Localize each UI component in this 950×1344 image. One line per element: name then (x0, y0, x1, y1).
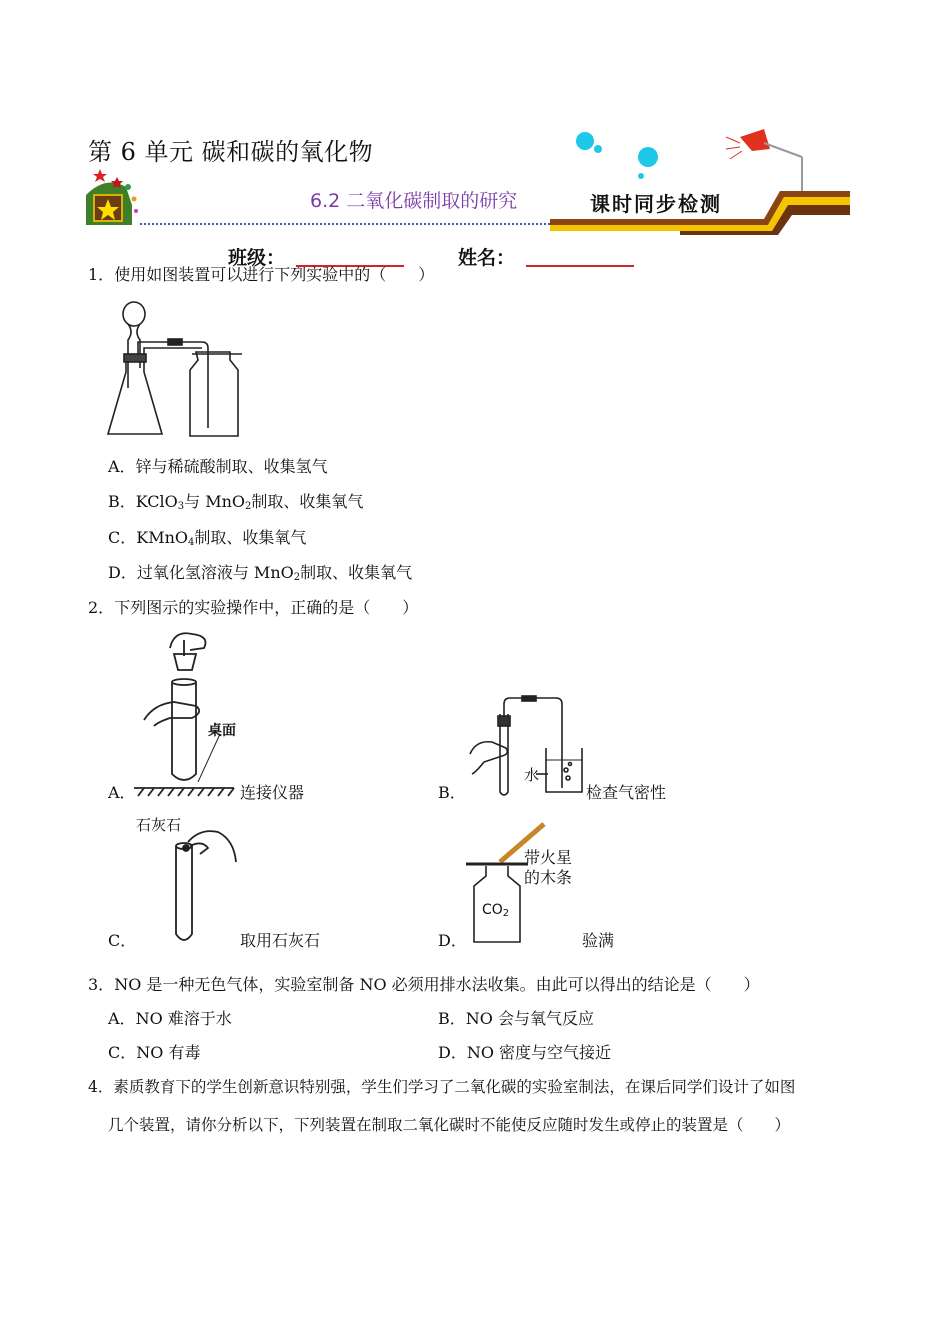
question-stem-line1: 素质教育下的学生创新意识特别强，学生们学习了二氧化碳的实验室制法，在课后同学们设计了如图 (113, 1078, 796, 1096)
question-4 (88, 1076, 795, 1098)
subscript: 2 (245, 501, 252, 512)
question-stem: 使用如图装置可以进行下列实验中的（ ） (114, 265, 435, 284)
option-text: 过氧化氢溶液与 MnO (136, 563, 294, 582)
option-letter: B． (108, 492, 136, 511)
question-number: 2． (88, 598, 115, 617)
option-letter: D． (108, 563, 137, 582)
question-3 (88, 974, 760, 996)
desk-label: 桌面 (208, 723, 236, 739)
option-letter: A． (108, 457, 136, 476)
question-4-line2: 几个装置，请你分析以下，下列装置在制取二氧化碳时不能使反应随时发生或停止的装置是（ ） (108, 1116, 791, 1134)
q1-option-a[interactable] (108, 456, 328, 478)
co2-label (482, 902, 509, 919)
q1-apparatus-figure (104, 298, 246, 444)
q2-option-a-letter[interactable]: A． (108, 783, 136, 802)
q2-option-b-text: 检查气密性 (586, 783, 667, 802)
subscript: 3 (177, 501, 185, 512)
option-text: 制取、收集氧气 (194, 528, 307, 547)
option-letter: C． (108, 1043, 137, 1062)
question-number: 4． (88, 1078, 114, 1096)
q3-option-c[interactable] (108, 1042, 200, 1064)
limestone-label: 石灰石 (136, 816, 182, 834)
subscript: 2 (502, 908, 510, 919)
q1-option-c[interactable] (108, 527, 306, 554)
option-text: KMnO (136, 528, 189, 547)
desk-lamp-icon (726, 129, 802, 191)
class-label: 班级： (228, 247, 286, 269)
option-text: KClO (135, 492, 178, 511)
lesson-title: 6.2 二氧化碳制取的研究 (310, 190, 518, 212)
q3-option-a[interactable] (108, 1008, 232, 1030)
hill-star-logo (86, 169, 138, 225)
q2-figure-c-limestone (150, 822, 242, 946)
cyan-dot (594, 145, 602, 153)
q3-option-b[interactable] (438, 1008, 594, 1030)
question-stem: NO 是一种无色气体，实验室制备 NO 必须用排水法收集。由此可以得出的结论是（ ） (114, 975, 760, 994)
glowing-splint-label (524, 848, 572, 888)
option-text: NO 密度与空气接近 (466, 1043, 612, 1062)
q1-option-d[interactable] (108, 562, 412, 589)
subscript: 2 (293, 572, 301, 583)
question-2 (88, 597, 418, 619)
cyan-dot (638, 147, 658, 167)
cyan-dot (638, 173, 644, 179)
q1-option-b[interactable] (108, 491, 363, 518)
option-text: NO 会与氧气反应 (465, 1009, 594, 1028)
name-label: 姓名： (458, 247, 516, 269)
q2-option-d-text: 验满 (582, 931, 615, 950)
question-number: 3． (88, 975, 115, 994)
q2-figure-a-connect (134, 626, 238, 798)
name-blank[interactable] (526, 265, 634, 267)
option-letter: D． (438, 1043, 467, 1062)
q2-option-a-text: 连接仪器 (240, 783, 305, 802)
unit-title: 第 6 单元 碳和碳的氧化物 (88, 138, 374, 166)
option-text: 与 MnO (184, 492, 246, 511)
splint-label-line1: 带火星 (524, 848, 573, 867)
option-text: NO 有毒 (136, 1043, 201, 1062)
q3-option-d[interactable] (438, 1042, 611, 1064)
option-text: 锌与稀硫酸制取、收集氢气 (135, 457, 328, 476)
q2-option-d-letter[interactable]: D． (438, 931, 467, 950)
water-label: 水 (524, 766, 540, 784)
cyan-dot (576, 132, 594, 150)
option-letter: C． (108, 528, 137, 547)
co2-text: CO (482, 902, 503, 918)
q2-option-c-letter[interactable]: C． (108, 931, 137, 950)
option-text: 制取、收集氧气 (251, 492, 364, 511)
option-letter: A． (108, 1009, 136, 1028)
option-text: NO 难溶于水 (135, 1009, 232, 1028)
option-letter: B． (438, 1009, 466, 1028)
subscript: 4 (188, 537, 195, 548)
splint-label-line2: 的木条 (524, 868, 573, 887)
question-number: 1． (88, 265, 115, 284)
sync-check-badge: 课时同步检测 (590, 192, 722, 216)
question-1 (88, 264, 434, 286)
header-banner (80, 125, 870, 235)
q2-option-b-letter[interactable]: B． (438, 783, 466, 802)
question-stem: 下列图示的实验操作中，正确的是（ ） (114, 598, 419, 617)
q2-option-c-text: 取用石灰石 (240, 931, 321, 950)
option-text: 制取、收集氧气 (300, 563, 413, 582)
